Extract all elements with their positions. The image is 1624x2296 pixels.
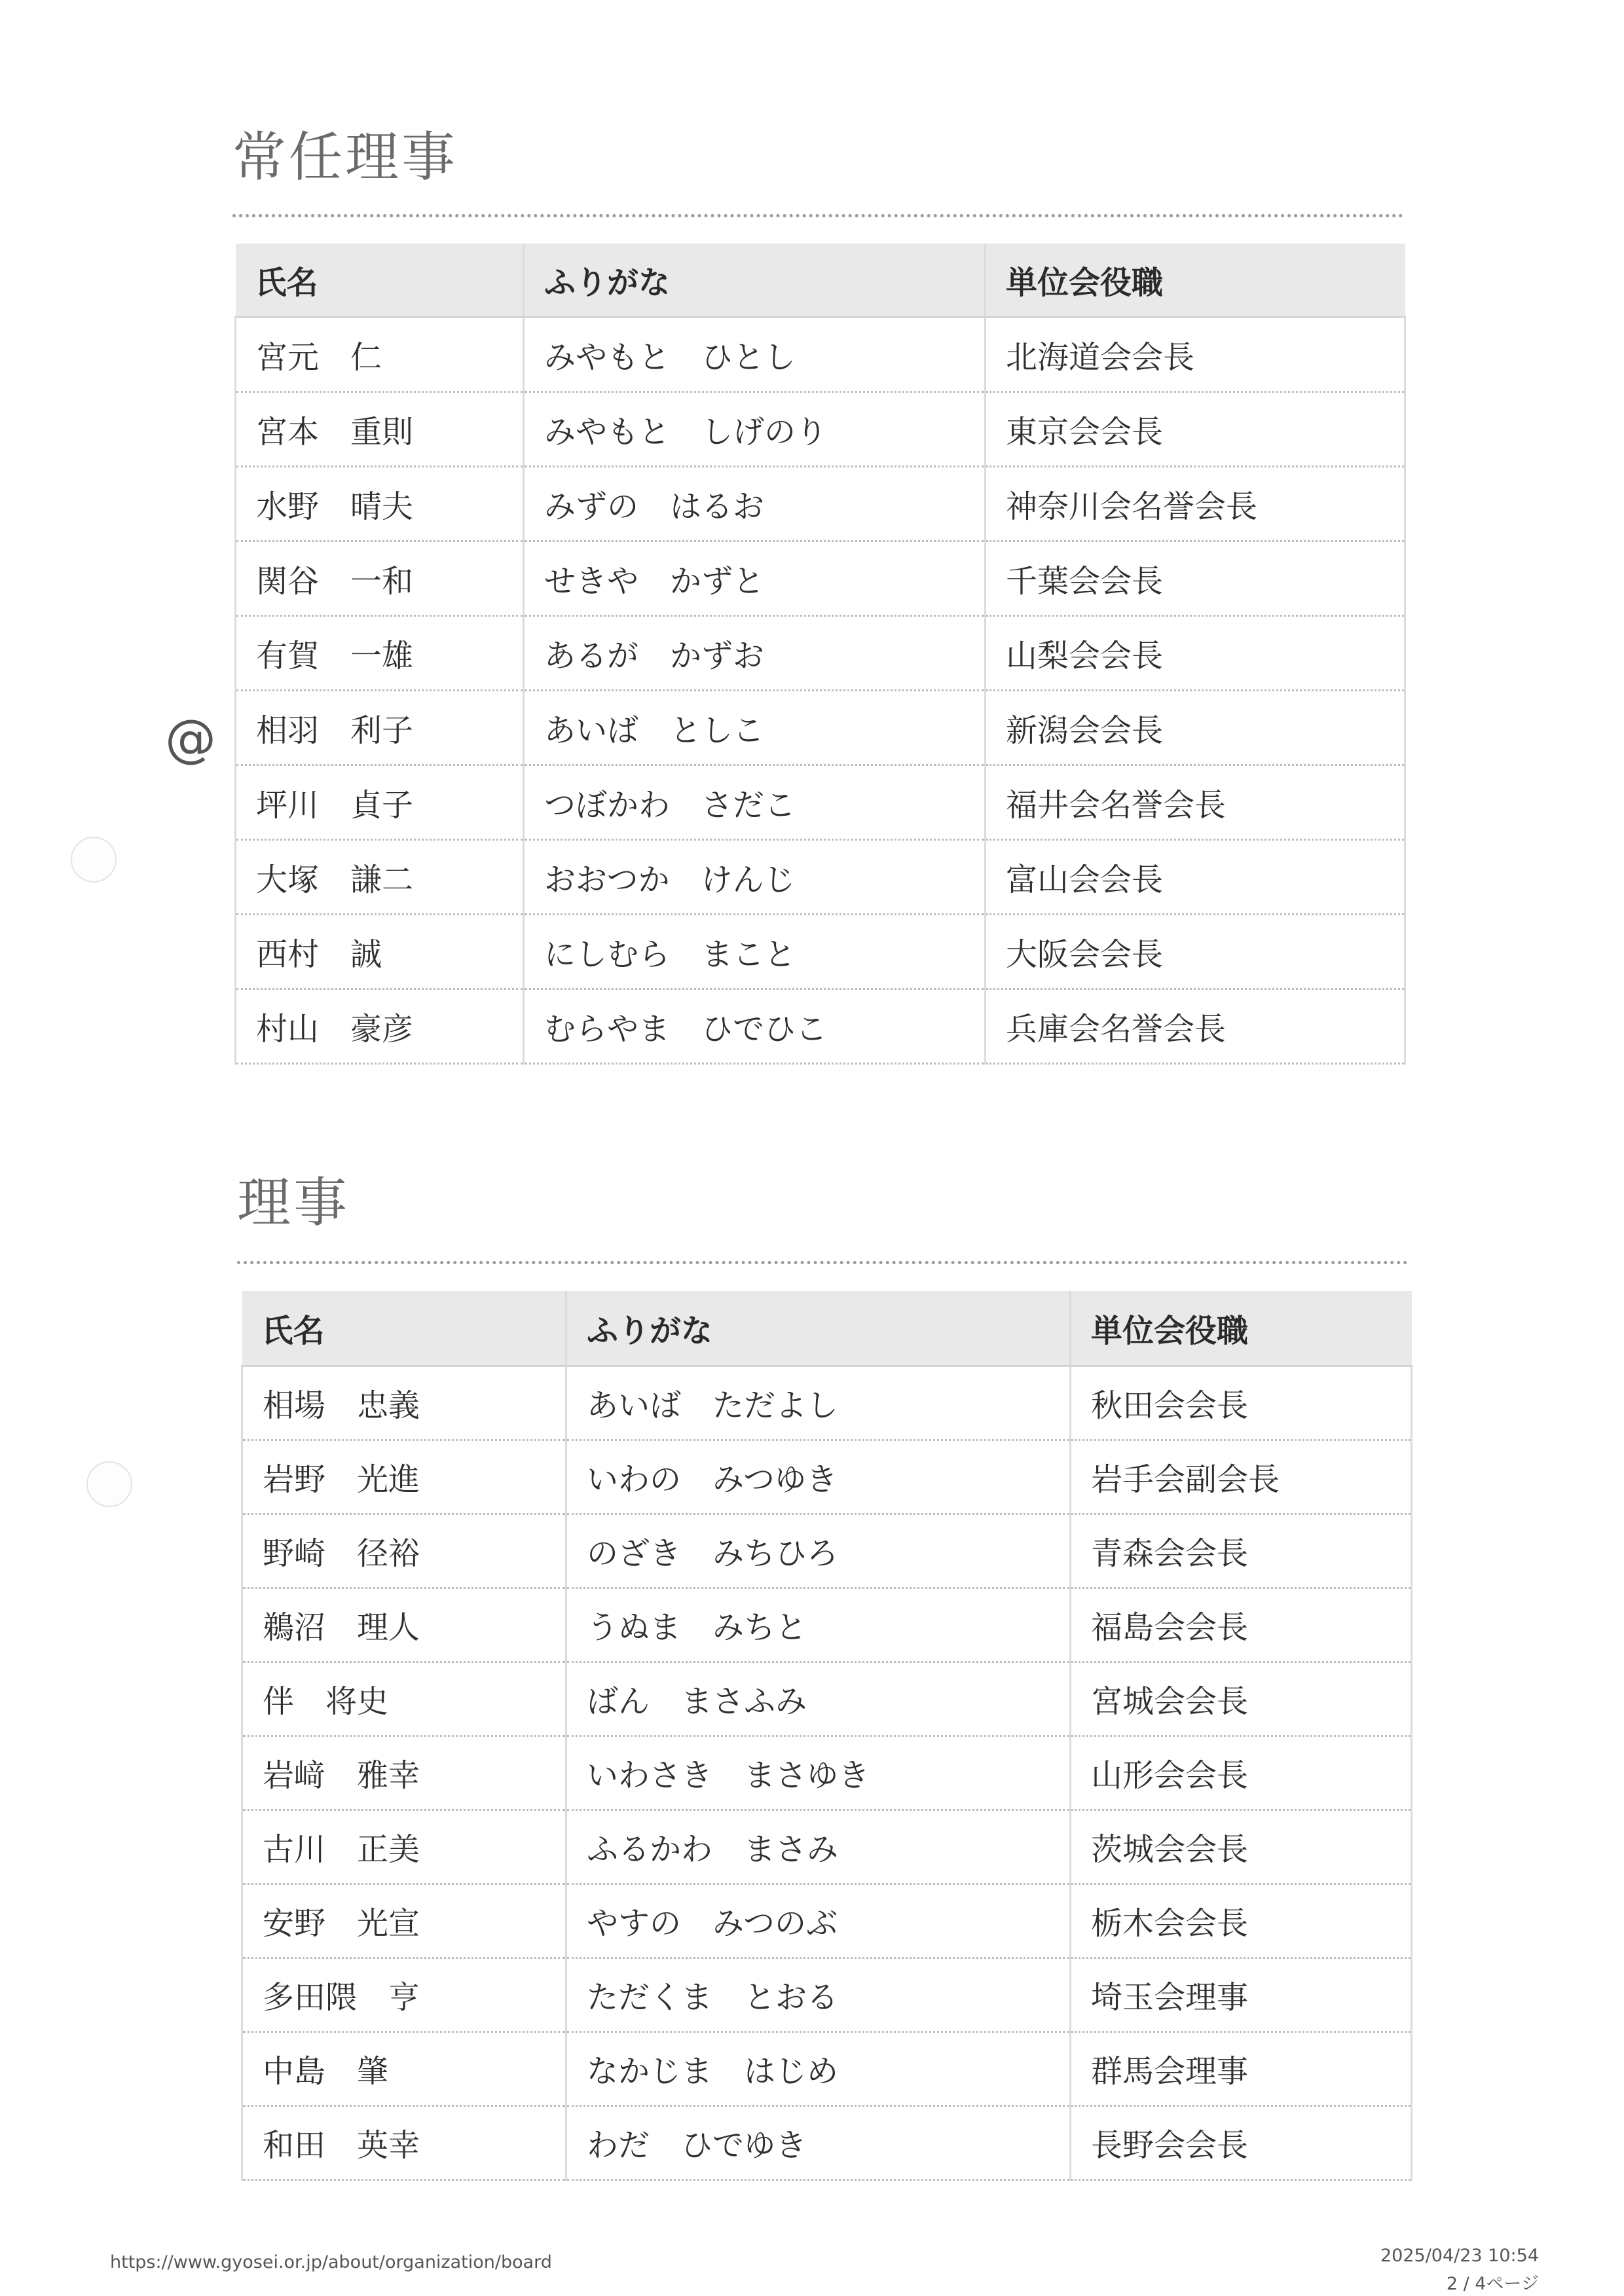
table-row	[242, 1366, 1412, 1440]
table-row	[236, 466, 1405, 541]
cell-name: 岩﨑 雅幸	[242, 1736, 566, 1810]
table-row	[242, 1588, 1412, 1662]
cell-position: 北海道会会長	[986, 317, 1405, 392]
cell-furigana: なかじま はじめ	[566, 2032, 1071, 2105]
directors-table	[241, 1291, 1412, 2181]
cell-furigana: ばん まさふみ	[566, 1662, 1071, 1736]
cell-name: 西村 誠	[236, 914, 524, 989]
table-header-row	[242, 1291, 1412, 1366]
section-title-directors: 理事	[237, 1172, 350, 1234]
table-row	[236, 765, 1405, 839]
cell-name: 伴 将史	[242, 1662, 566, 1736]
cell-name: 岩野 光進	[242, 1440, 566, 1514]
handwritten-mark: @	[165, 710, 216, 769]
cell-name: 多田隈 亨	[242, 1958, 566, 2032]
cell-furigana: あいば ただよし	[566, 1366, 1071, 1440]
cell-position: 東京会会長	[986, 392, 1405, 466]
cell-name: 古川 正美	[242, 1810, 566, 1884]
table-row	[242, 1958, 1412, 2032]
table-row	[236, 914, 1405, 989]
section-divider	[237, 1261, 1408, 1264]
cell-furigana: せきや かずと	[524, 541, 986, 615]
cell-position: 富山会会長	[986, 839, 1405, 914]
cell-furigana: わだ ひでゆき	[566, 2105, 1071, 2179]
cell-furigana: むらやま ひでひこ	[524, 989, 986, 1063]
cell-position: 山梨会会長	[986, 615, 1405, 690]
section-title-standing-directors: 常任理事	[232, 126, 458, 189]
cell-position: 福井会名誉会長	[986, 765, 1405, 839]
cell-furigana: みずの はるお	[524, 466, 986, 541]
cell-furigana: やすの みつのぶ	[566, 1884, 1071, 1958]
table-row	[236, 615, 1405, 690]
cell-position: 栃木会会長	[1071, 1884, 1412, 1958]
table-row	[236, 839, 1405, 914]
cell-name: 安野 光宣	[242, 1884, 566, 1958]
cell-position: 長野会会長	[1071, 2105, 1412, 2179]
cell-name: 水野 晴夫	[236, 466, 524, 541]
cell-position: 宮城会会長	[1071, 1662, 1412, 1736]
column-header-name: 氏名	[242, 1291, 566, 1366]
cell-position: 岩手会副会長	[1071, 1440, 1412, 1514]
table-row	[242, 1884, 1412, 1958]
cell-furigana: ただくま とおる	[566, 1958, 1071, 2032]
cell-name: 鵜沼 理人	[242, 1588, 566, 1662]
cell-furigana: うぬま みちと	[566, 1588, 1071, 1662]
cell-name: 野崎 径裕	[242, 1514, 566, 1588]
column-header-position: 単位会役職	[1071, 1291, 1412, 1366]
table-row	[236, 690, 1405, 765]
cell-name: 村山 豪彦	[236, 989, 524, 1063]
cell-name: 関谷 一和	[236, 541, 524, 615]
table-row	[242, 1514, 1412, 1588]
cell-furigana: みやもと ひとし	[524, 317, 986, 392]
table-row	[236, 541, 1405, 615]
column-header-furigana: ふりがな	[524, 244, 986, 317]
table-row	[242, 2032, 1412, 2105]
punch-hole	[71, 837, 117, 883]
punch-hole	[86, 1461, 132, 1507]
cell-position: 青森会会長	[1071, 1514, 1412, 1588]
cell-furigana: あいば としこ	[524, 690, 986, 765]
column-header-position: 単位会役職	[986, 244, 1405, 317]
cell-name: 坪川 貞子	[236, 765, 524, 839]
table-row	[236, 989, 1405, 1063]
cell-position: 神奈川会名誉会長	[986, 466, 1405, 541]
table-row	[242, 1662, 1412, 1736]
cell-position: 茨城会会長	[1071, 1810, 1412, 1884]
cell-position: 山形会会長	[1071, 1736, 1412, 1810]
cell-furigana: にしむら まこと	[524, 914, 986, 989]
footer-datetime: 2025/04/23 10:54	[1380, 2246, 1539, 2266]
table-row	[242, 1440, 1412, 1514]
footer-url[interactable]: https://www.gyosei.or.jp/about/organization/board	[110, 2252, 552, 2272]
cell-furigana: いわの みつゆき	[566, 1440, 1071, 1514]
cell-furigana: あるが かずお	[524, 615, 986, 690]
table-row	[236, 392, 1405, 466]
table-row	[236, 317, 1405, 392]
table-header-row	[236, 244, 1405, 317]
table-row	[242, 2105, 1412, 2179]
cell-furigana: おおつか けんじ	[524, 839, 986, 914]
cell-position: 千葉会会長	[986, 541, 1405, 615]
cell-furigana: みやもと しげのり	[524, 392, 986, 466]
cell-name: 有賀 一雄	[236, 615, 524, 690]
column-header-name: 氏名	[236, 244, 524, 317]
cell-position: 群馬会理事	[1071, 2032, 1412, 2105]
cell-furigana: つぼかわ さだこ	[524, 765, 986, 839]
cell-name: 和田 英幸	[242, 2105, 566, 2179]
cell-name: 中島 肇	[242, 2032, 566, 2105]
cell-name: 相場 忠義	[242, 1366, 566, 1440]
column-header-furigana: ふりがな	[566, 1291, 1071, 1366]
cell-furigana: いわさき まさゆき	[566, 1736, 1071, 1810]
table-row	[242, 1736, 1412, 1810]
cell-position: 秋田会会長	[1071, 1366, 1412, 1440]
cell-name: 相羽 利子	[236, 690, 524, 765]
cell-furigana: ふるかわ まさみ	[566, 1810, 1071, 1884]
cell-name: 宮元 仁	[236, 317, 524, 392]
cell-position: 新潟会会長	[986, 690, 1405, 765]
table-row	[242, 1810, 1412, 1884]
cell-position: 大阪会会長	[986, 914, 1405, 989]
standing-directors-table	[234, 244, 1406, 1065]
cell-position: 兵庫会名誉会長	[986, 989, 1405, 1063]
cell-position: 福島会会長	[1071, 1588, 1412, 1662]
section-divider	[232, 214, 1403, 217]
cell-position: 埼玉会理事	[1071, 1958, 1412, 2032]
cell-name: 宮本 重則	[236, 392, 524, 466]
cell-name: 大塚 謙二	[236, 839, 524, 914]
cell-furigana: のざき みちひろ	[566, 1514, 1071, 1588]
footer-page-number: 2 / 4ページ	[1446, 2274, 1539, 2294]
